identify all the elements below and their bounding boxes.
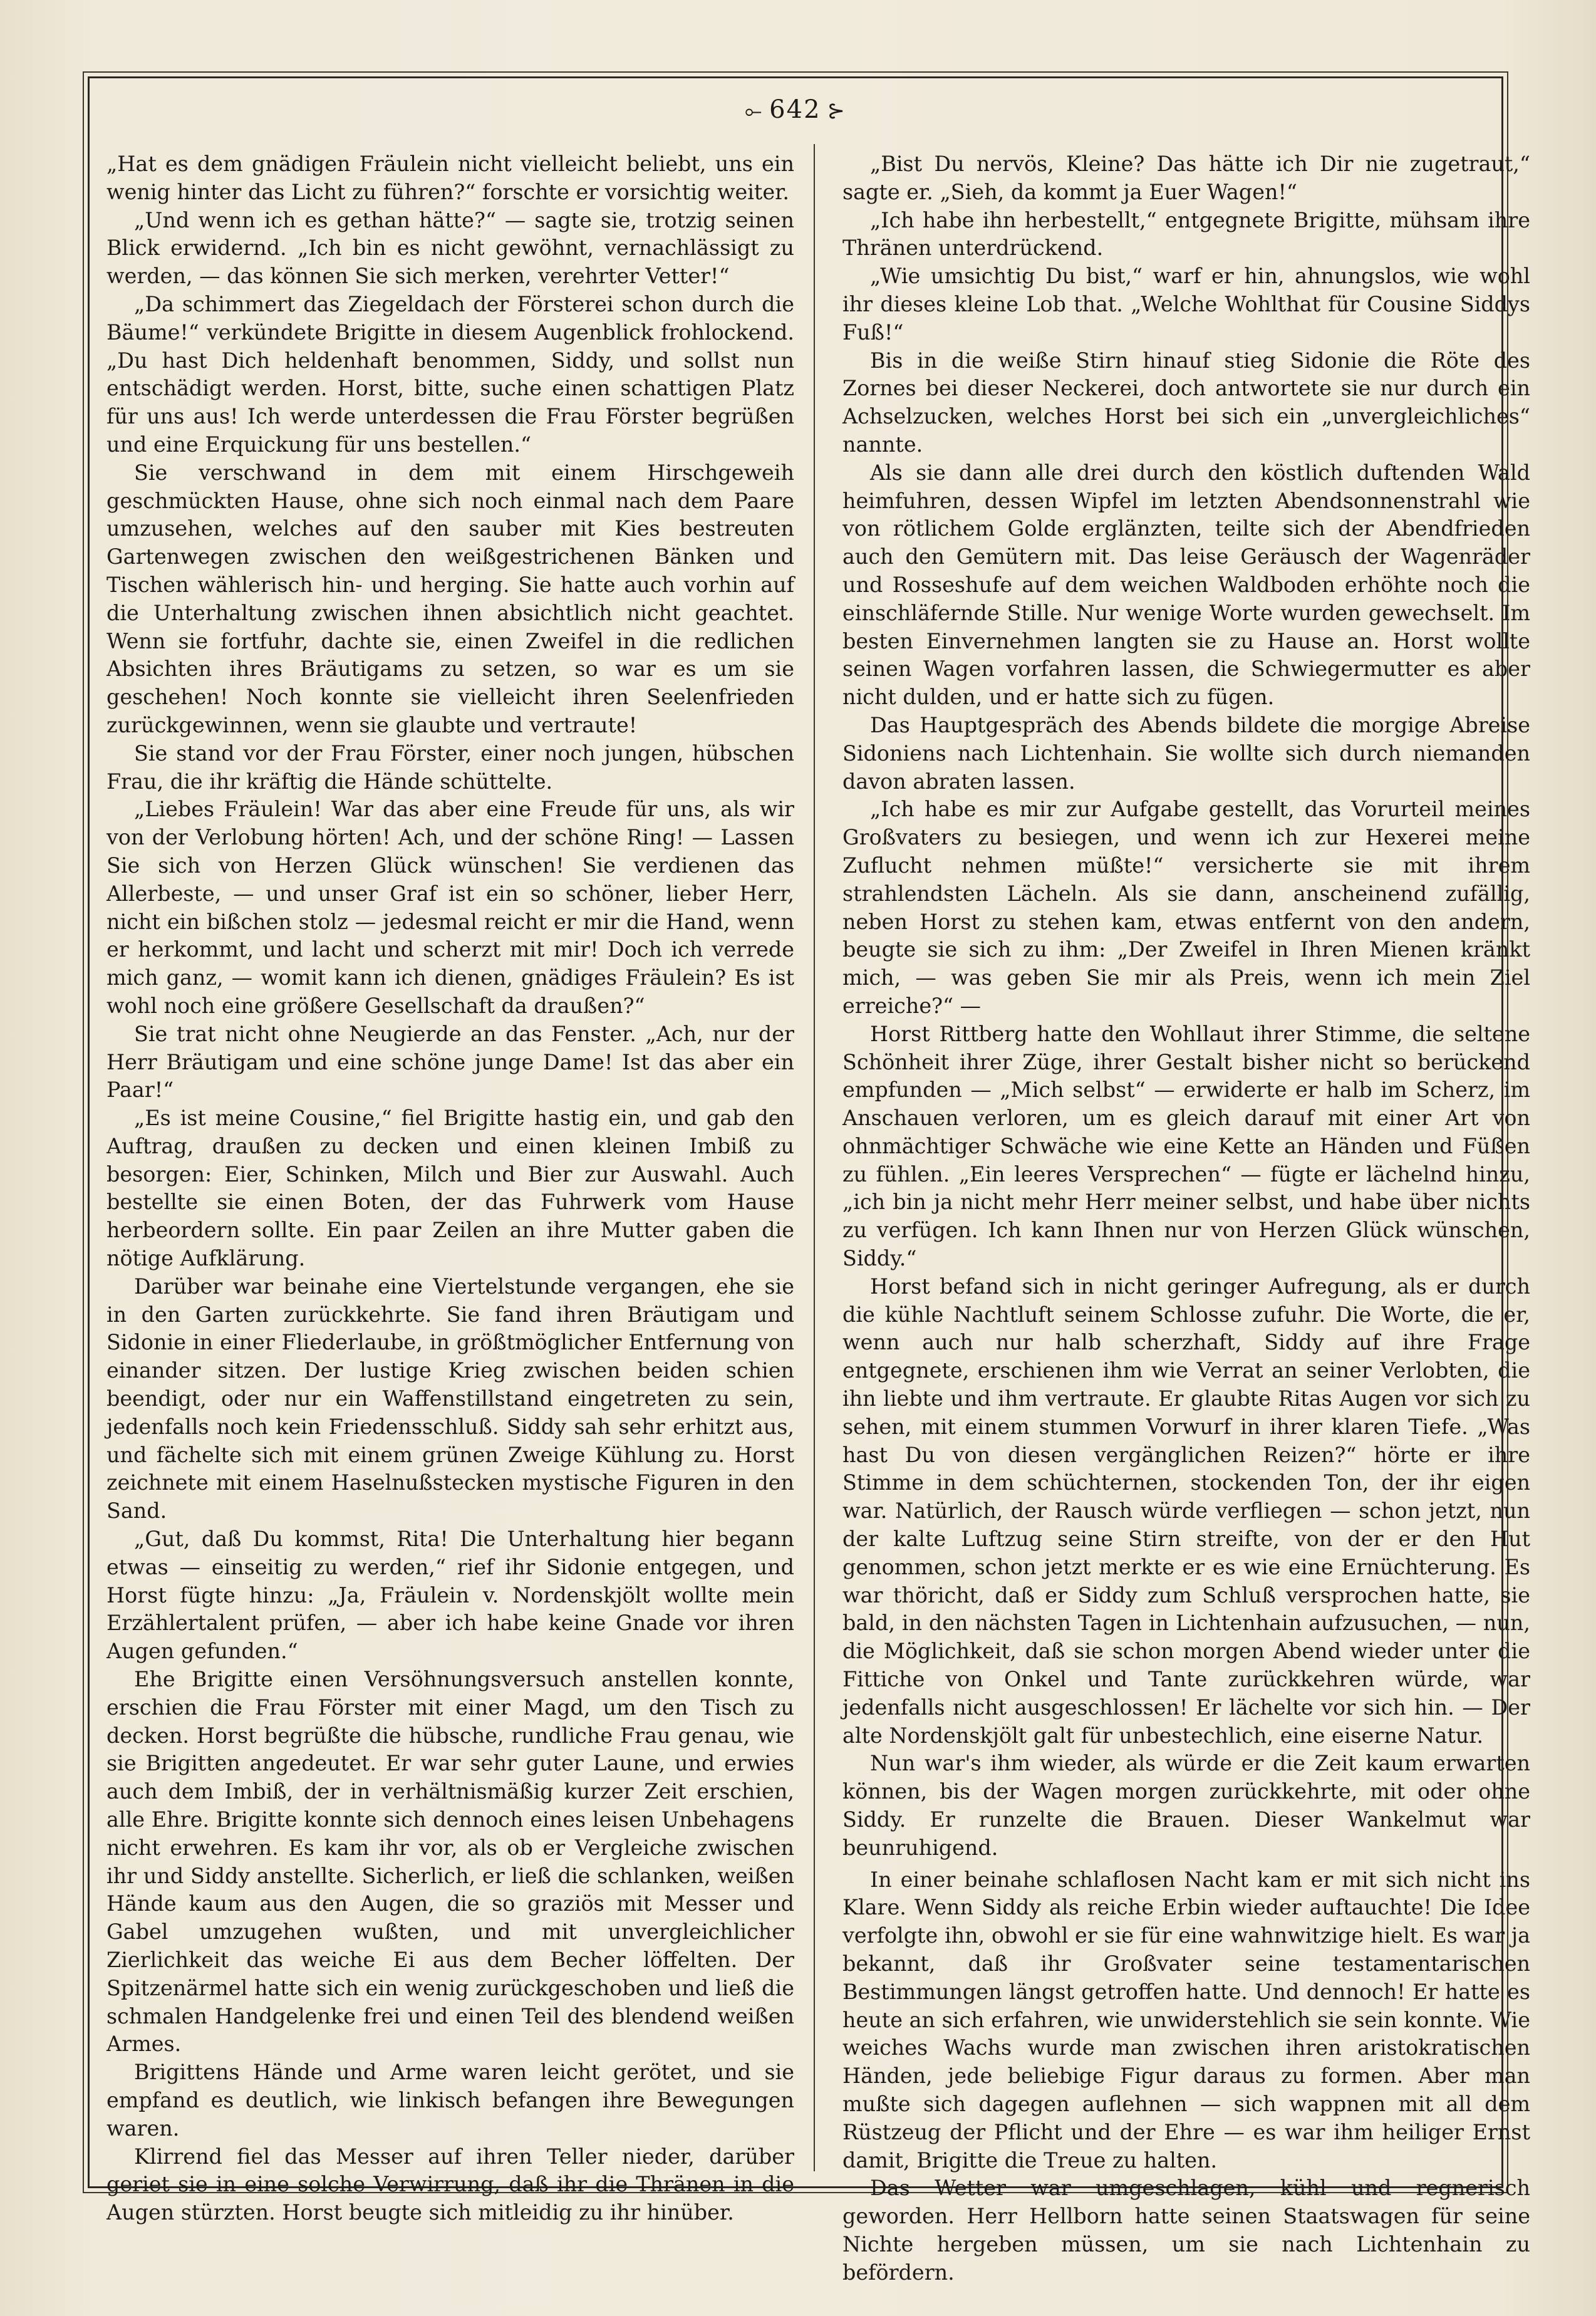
- paragraph: „Da schimmert das Ziegeldach der Försterei schon durch die Bäume!“ verkündete Brigitte in diesem Augenblick frohlockend. „Du hast Dich heldenhaft benommen, Siddy, und sollst nun entschädigt werden. Horst, bitte, suche einen schattigen Platz für uns aus! Ich werde unterdessen die Frau Förster begrüßen und eine Erquickung für uns bestellen.“: [106, 291, 794, 457]
- paragraph: Als sie dann alle drei durch den köstlich duftenden Wald heimfuhren, dessen Wipfel im letzten Abendsonnenstrahl wie von rötlichem Golde erglänzten, teilte sich der Abendfrieden auch den Gemütern mit. Das leise Geräusch der Wagenräder und Rosseshufe auf dem weichen Waldboden erhöhte noch die einschläfernde Stille. Nur wenige Worte wurden gewechselt. Im besten Einvernehmen langten sie zu Hause an. Horst wollte seinen Wagen vorfahren lassen, die Schwiegermutter es aber nicht dulden, und er hatte sich zu fügen.: [842, 460, 1530, 710]
- page-header: [88, 95, 1503, 124]
- ornament-left-icon: ⟜: [744, 98, 764, 123]
- paragraph: Darüber war beinahe eine Viertelstunde vergangen, ehe sie in den Garten zurückkehrte. Sie fand ihren Bräutigam und Sidonie in einer Fliederlaube, in größtmöglicher Entfernung von einander sitzen. Der lustige Krieg zwischen beiden schien beendigt, oder nur ein Waffenstillstand eingetreten zu sein, jedenfalls noch kein Friedensschluß. Siddy sah sehr erhitzt aus, und fächelte sich mit einem grünen Zweige Kühlung zu. Horst zeichnete mit einem Haselnußstecken mystische Figuren in den Sand.: [106, 1274, 794, 1524]
- column-divider: [814, 144, 815, 2171]
- paragraph: Das Hauptgespräch des Abends bildete die morgige Abreise Sidoniens nach Lichtenhain. Sie wollte sich durch niemanden davon abraten lassen.: [842, 712, 1530, 794]
- paragraph: „Bist Du nervös, Kleine? Das hätte ich Dir nie zugetraut,“ sagte er. „Sieh, da kommt ja Euer Wagen!“: [842, 152, 1530, 204]
- paragraph: „Wie umsichtig Du bist,“ warf er hin, ahnungslos, wie wohl ihr dieses kleine Lob that. „Welche Wohlthat für Cousine Siddys Fuß!“: [842, 264, 1530, 345]
- paragraph: Das Wetter war umgeschlagen, kühl und regnerisch geworden. Herr Hellborn hatte seinen Staatswagen für seine Nichte hergeben müssen, um sie nach Lichtenhain zu befördern.: [842, 2176, 1530, 2285]
- page-number: 642: [769, 95, 821, 124]
- paragraph: „Hat es dem gnädigen Fräulein nicht vielleicht beliebt, uns ein wenig hinter das Licht zu führen?“ forschte er vorsichtig weiter.: [106, 152, 794, 204]
- ornament-right-icon: ⊱: [827, 98, 847, 123]
- paragraph: „Liebes Fräulein! War das aber eine Freude für uns, als wir von der Verlobung hörten! Ach, und der schöne Ring! — Lassen Sie sich von Herzen Glück wünschen! Sie verdienen das Allerbeste, — und unser Graf ist ein so schöner, lieber Herr, nicht ein bißchen stolz — jedesmal reicht er mir die Hand, wenn er herkommt, und lacht und scherzt mit mir! Doch ich verrede mich ganz, — womit kann ich dienen, gnädiges Fräulein? Es ist wohl noch eine größere Gesellschaft da draußen?“: [106, 797, 794, 1018]
- paragraph: „Gut, daß Du kommst, Rita! Die Unterhaltung hier begann etwas — einseitig zu werden,“ rief ihr Sidonie entgegen, und Horst fügte hinzu: „Ja, Fräulein v. Nordenskjölt wollte mein Erzählertalent prüfen, — aber ich habe keine Gnade vor ihren Augen gefunden.“: [106, 1527, 794, 1664]
- paragraph: Ehe Brigitte einen Versöhnungsversuch anstellen konnte, erschien die Frau Förster mit einer Magd, um den Tisch zu decken. Horst begrüßte die hübsche, rundliche Frau genau, wie sie Brigitten angedeutet. Er war sehr guter Laune, und erwies auch dem Imbiß, der in verhältnismäßig kurzer Zeit erschien, alle Ehre. Brigitte konnte sich dennoch eines leisen Unbehagens nicht erwehren. Es kam ihr vor, als ob er Vergleiche zwischen ihr und Siddy anstellte. Sicherlich, er ließ die schlanken, weißen Hände kaum aus den Augen, die so graziös mit Messer und Gabel umzugehen wußten, und mit unvergleichlicher Zierlichkeit das weiche Ei aus dem Becher löffelten. Der Spitzenärmel hatte sich ein wenig zurückgeschoben und ließ die schmalen Handgelenke frei und einen Teil des blendend weißen Armes.: [106, 1667, 794, 2057]
- paragraph: In einer beinahe schlaflosen Nacht kam er mit sich nicht ins Klare. Wenn Siddy als reiche Erbin wieder auftauchte! Die Idee verfolgte ihn, obwohl er sie für eine wahnwitzige hielt. Es war ja bekannt, daß ihr Großvater seine testamentarischen Bestimmungen längst getroffen hatte. Und dennoch! Er hatte es heute an sich erfahren, wie unwiderstehlich sie sein konnte. Wie weiches Wachs wurde man zwischen ihren aristokratischen Händen, jede beliebige Figur daraus zu formen. Aber man mußte sich dagegen auflehnen — sich wappnen mit all dem Rüstzeug der Pflicht und der Ehre — es war ihm heiliger Ernst damit, Brigitte die Treue zu halten.: [842, 1867, 1530, 2173]
- paragraph: Horst Rittberg hatte den Wohllaut ihrer Stimme, die seltene Schönheit ihrer Züge, ihrer Gestalt bisher nicht so berückend empfunden — „Mich selbst“ — erwiderte er halb im Scherz, im Anschauen verloren, um es gleich darauf mit einer Art von ohnmächtiger Schwäche wie eine Kette an Händen und Füßen zu fühlen. „Ein leeres Versprechen“ — fügte er lächelnd hinzu, „ich bin ja nicht mehr Herr meiner selbst, und habe über nichts zu verfügen. Ich kann Ihnen nur von Herzen Glück wünschen, Siddy.“: [842, 1021, 1530, 1271]
- paragraph: Sie stand vor der Frau Förster, einer noch jungen, hübschen Frau, die ihr kräftig die Hände schüttelte.: [106, 740, 794, 794]
- paragraph: „Und wenn ich es gethan hätte?“ — sagte sie, trotzig seinen Blick erwidernd. „Ich bin es nicht gewöhnt, vernachlässigt zu werden, — das können Sie sich merken, verehrter Vetter!“: [106, 207, 794, 289]
- left-column: [106, 150, 794, 2225]
- right-column: [842, 150, 1530, 2285]
- paragraph: Brigittens Hände und Arme waren leicht gerötet, und sie empfand es deutlich, wie linkisch befangen ihre Bewegungen waren.: [106, 2060, 794, 2141]
- paragraph: „Ich habe ihn herbestellt,“ entgegnete Brigitte, mühsam ihre Thränen unterdrückend.: [842, 207, 1530, 261]
- paragraph: „Es ist meine Cousine,“ fiel Brigitte hastig ein, und gab den Auftrag, draußen zu decken und einen kleinen Imbiß zu besorgen: Eier, Schinken, Milch und Bier zur Auswahl. Auch bestellte sie einen Boten, der das Fuhrwerk vom Hause herbeordern sollte. Ein paar Zeilen an ihre Mutter gaben die nötige Aufklärung.: [106, 1106, 794, 1271]
- paragraph: Sie verschwand in dem mit einem Hirschgeweih geschmückten Hause, ohne sich noch einmal nach dem Paare umzusehen, welches auf den sauber mit Kies bestreuten Gartenwegen zwischen den weißgestrichenen Bänken und Tischen wählerisch hin- und herging. Sie hatte auch vorhin auf die Unterhaltung zwischen ihnen absichtlich nicht geachtet. Wenn sie fortfuhr, dachte sie, einen Zweifel in die redlichen Absichten ihres Bräutigams zu setzen, so war es um sie geschehen! Noch konnte sie vielleicht ihren Seelenfrieden zurückgewinnen, wenn sie glaubte und vertraute!: [106, 460, 794, 737]
- paragraph: Bis in die weiße Stirn hinauf stieg Sidonie die Röte des Zornes bei dieser Neckerei, doch antwortete sie nur durch ein Achselzucken, welches Horst bei sich ein „unvergleichliches“ nannte.: [842, 348, 1530, 457]
- paragraph: Nun war's ihm wieder, als würde er die Zeit kaum erwarten können, bis der Wagen morgen zurückkehrte, mit oder ohne Siddy. Er runzelte die Brauen. Dieser Wankelmut war beunruhigend.: [842, 1751, 1530, 1860]
- paragraph: „Ich habe es mir zur Aufgabe gestellt, das Vorurteil meines Großvaters zu besiegen, und wenn ich zur Hexerei meine Zuflucht nehmen müßte!“ versicherte sie mit ihrem strahlendsten Lächeln. Als sie dann, anscheinend zufällig, neben Horst zu stehen kam, etwas entfernt von den andern, beugte sie sich zu ihm: „Der Zweifel in Ihren Mienen kränkt mich, — was geben Sie mir als Preis, wenn ich mein Ziel erreiche?“ —: [842, 797, 1530, 1018]
- paragraph: Klirrend fiel das Messer auf ihren Teller nieder, darüber geriet sie in eine solche Verwirrung, daß ihr die Thränen in die Augen stürzten. Horst beugte sich mitleidig zu ihr hinüber.: [106, 2144, 794, 2225]
- paragraph: Horst befand sich in nicht geringer Aufregung, als er durch die kühle Nachtluft seinem Schlosse zufuhr. Die Worte, die er, wenn auch nur halb scherzhaft, Siddy auf ihre Frage entgegnete, erschienen ihm wie Verrat an seiner Verlobten, die ihn liebte und ihm vertraute. Er glaubte Ritas Augen vor sich zu sehen, mit einem stummen Vorwurf in ihrer klaren Tiefe. „Was hast Du von diesen vergänglichen Reizen?“ hörte er ihre Stimme in dem schüchternen, stockenden Ton, der ihr eigen war. Natürlich, der Rausch würde verfliegen — schon jetzt, nun der kalte Luftzug seine Stirn streifte, von der er den Hut genommen, schon jetzt merkte er es wie eine Ernüchterung. Es war thöricht, daß er Siddy zum Schluß versprochen hatte, sie bald, in den nächsten Tagen in Lichtenhain aufzusuchen, — nun, die Möglichkeit, daß sie schon morgen Abend wieder unter die Fittiche von Onkel und Tante zurückkehren würde, war jedenfalls nicht ausgeschlossen! Er lächelte vor sich hin. — Der alte Nordenskjölt galt für unbestechlich, eine eiserne Natur.: [842, 1274, 1530, 1748]
- paragraph: Sie trat nicht ohne Neugierde an das Fenster. „Ach, nur der Herr Bräutigam und eine schöne junge Dame! Ist das aber ein Paar!“: [106, 1021, 794, 1103]
